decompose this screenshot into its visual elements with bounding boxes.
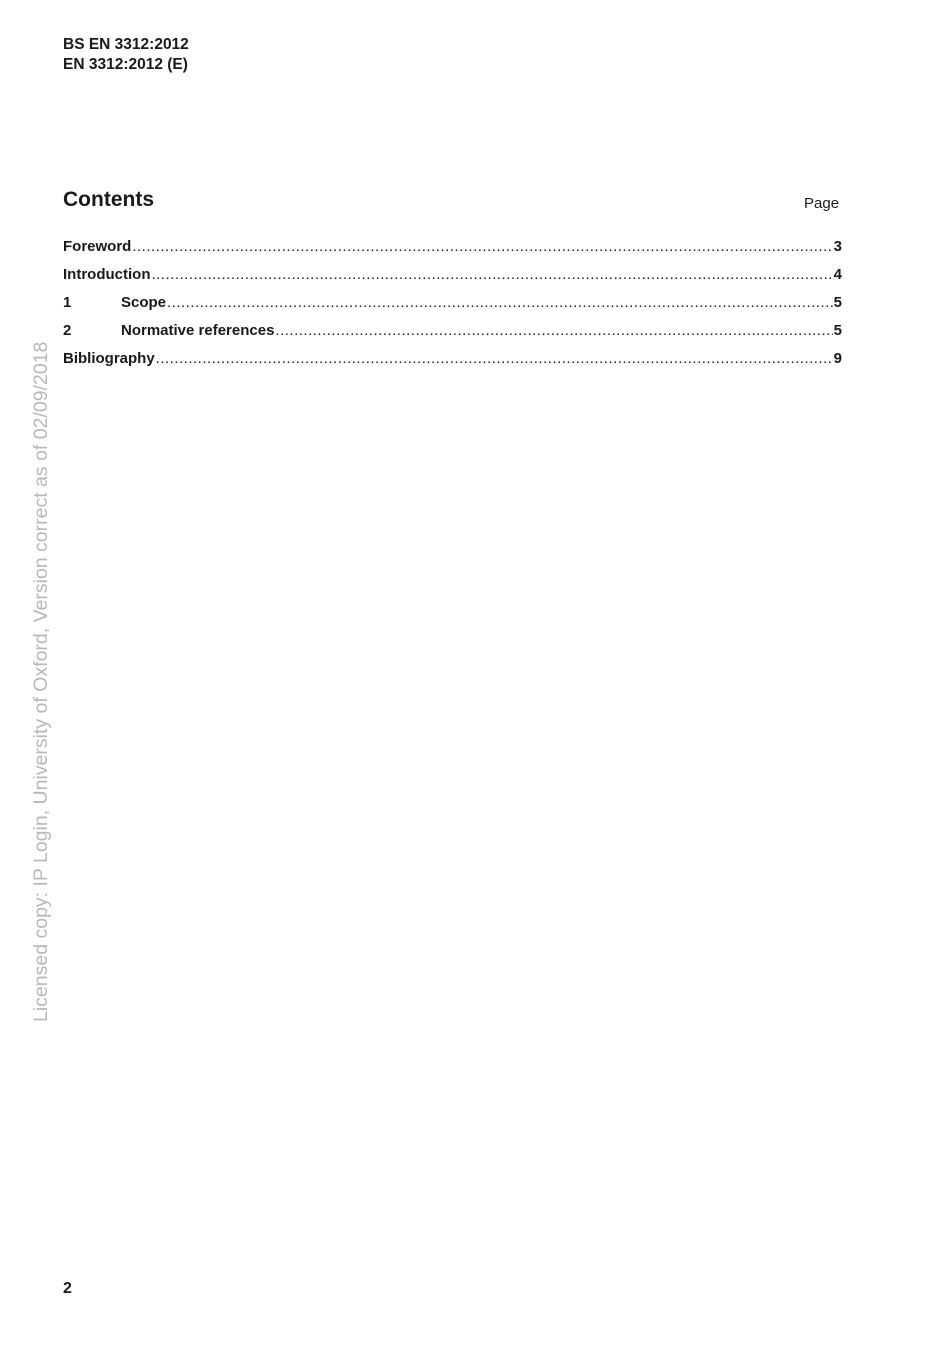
toc-label: Bibliography bbox=[63, 350, 155, 367]
toc-label: Introduction bbox=[63, 266, 151, 283]
table-of-contents bbox=[63, 238, 842, 378]
toc-page: 4 bbox=[833, 266, 842, 283]
toc-label: Foreword bbox=[63, 238, 132, 255]
leader-dots bbox=[275, 322, 832, 339]
standard-id: BS EN 3312:2012 bbox=[63, 36, 189, 53]
leader-dots bbox=[156, 350, 833, 367]
toc-number: 2 bbox=[63, 322, 72, 339]
toc-label: Normative references bbox=[121, 322, 275, 339]
toc-entry-introduction[interactable] bbox=[63, 266, 842, 294]
leader-dots bbox=[167, 294, 833, 311]
toc-entry-scope[interactable] bbox=[63, 294, 842, 322]
license-watermark: Licensed copy: IP Login, University of Oxford, Version correct as of 02/09/2018 bbox=[30, 341, 52, 1022]
toc-entry-normative-references[interactable] bbox=[63, 322, 842, 350]
toc-entry-foreword[interactable] bbox=[63, 238, 842, 266]
page-column-label: Page bbox=[804, 195, 840, 212]
toc-number: 1 bbox=[63, 294, 72, 311]
leader-dots bbox=[132, 238, 832, 255]
page-number: 2 bbox=[63, 1280, 72, 1297]
toc-page: 3 bbox=[833, 238, 842, 255]
toc-entry-bibliography[interactable] bbox=[63, 350, 842, 378]
leader-dots bbox=[151, 266, 832, 283]
toc-page: 5 bbox=[833, 322, 842, 339]
toc-page: 9 bbox=[833, 350, 842, 367]
toc-page: 5 bbox=[833, 294, 842, 311]
standard-id-en: EN 3312:2012 (E) bbox=[63, 56, 188, 73]
document-header bbox=[63, 35, 189, 75]
toc-label: Scope bbox=[121, 294, 167, 311]
page-title: Contents bbox=[63, 188, 154, 211]
